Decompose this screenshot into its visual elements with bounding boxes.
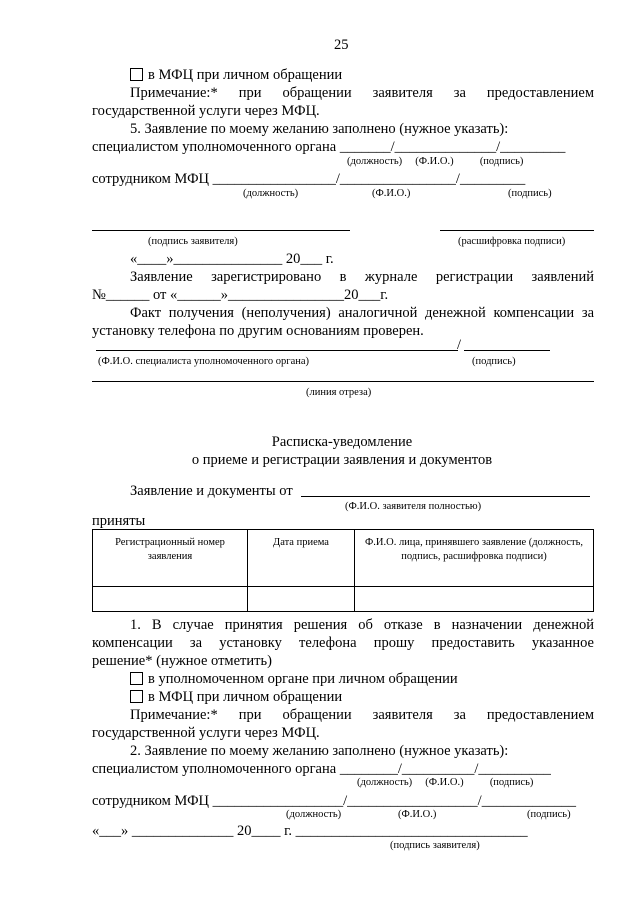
decoding-caption: (расшифровка подписи): [458, 236, 566, 247]
note-receipt-line1: Примечание:* при обращении заявителя за предоставлением: [130, 707, 594, 723]
specialist-name-caption: (Ф.И.О. специалиста уполномоченного органа): [98, 356, 310, 367]
table-row: [93, 587, 594, 612]
mfc-option-top: в МФЦ при личном обращении: [130, 66, 342, 84]
specialist-caption-top: (должность) (Ф.И.О.) (подпись): [347, 156, 524, 167]
note-top-line1: Примечание:* при обращении заявителя за предоставлением: [130, 85, 594, 101]
item1-line2: компенсации за установку телефона прошу предоставить указанное: [92, 635, 594, 651]
mfc-caption-position-receipt: (должность): [286, 809, 342, 820]
cell-reg-number[interactable]: [93, 587, 248, 612]
mfc-caption-name-top: (Ф.И.О.): [372, 188, 411, 199]
registered-line1: Заявление зарегистрировано в журнале регистрации заявлений: [130, 269, 594, 285]
specialist-sign-caption: (подпись): [472, 356, 516, 367]
fact-line1: Факт получения (неполучения) аналогичной денежной компенсации за: [130, 305, 594, 321]
specialist-name-line: [96, 350, 458, 351]
cell-date[interactable]: [248, 587, 355, 612]
item1-line3: решение* (нужное отметить): [92, 653, 272, 669]
decoding-line: [440, 230, 594, 231]
specialist-line-receipt: специалистом уполномоченного органа ________/__________/__________: [92, 761, 551, 777]
cut-line: [92, 381, 594, 382]
header-date: Дата приема: [248, 530, 355, 587]
note-top-line2: государственной услуги через МФЦ.: [92, 103, 320, 119]
mfc-caption-position-top: (должность): [243, 188, 299, 199]
docs-line: Заявление и документы от: [130, 483, 293, 499]
date-line-top: «____»_______________ 20___ г.: [130, 251, 334, 267]
mfc-employee-line-receipt: сотрудником МФЦ __________________/__________________/_____________: [92, 793, 576, 809]
specialist-caption-receipt: (должность) (Ф.И.О.) (подпись): [357, 777, 534, 788]
table-header-row: [93, 530, 594, 587]
receipt-subtitle: о приеме и регистрации заявления и документов: [191, 452, 493, 468]
mfc-employee-line-top: сотрудником МФЦ _________________/________________/_________: [92, 171, 526, 187]
checkbox[interactable]: [130, 68, 143, 81]
header-accepted-by: Ф.И.О. лица, принявшего заявление (должность, подпись, расшифровка подписи): [355, 530, 594, 587]
option-mfc: в МФЦ при личном обращении: [130, 688, 342, 706]
registered-line2: №______ от «______»________________20___г.: [92, 287, 389, 303]
accepted-label: приняты: [92, 513, 146, 529]
item1-line1: 1. В случае принятия решения об отказе в назначении денежной: [130, 617, 594, 633]
applicant-sign-caption-receipt: (подпись заявителя): [390, 840, 480, 851]
page-number: 25: [334, 37, 349, 53]
option-authority: в уполномоченном органе при личном обращении: [130, 670, 458, 688]
cut-line-caption: (линия отреза): [306, 387, 372, 398]
docs-caption: (Ф.И.О. заявителя полностью): [345, 501, 482, 512]
applicant-sign-caption-top: (подпись заявителя): [148, 236, 238, 247]
cell-accepted-by[interactable]: [355, 587, 594, 612]
applicant-signature-line: [92, 230, 350, 231]
specialist-line-top: специалистом уполномоченного органа _______/______________/_________: [92, 139, 566, 155]
item-5: 5. Заявление по моему желанию заполнено (нужное указать):: [130, 121, 509, 137]
applicant-name-line: [301, 496, 590, 497]
slash: /: [457, 337, 462, 353]
mfc-caption-sign-receipt: (подпись): [527, 809, 571, 820]
fact-line2: установку телефона по другим основаниям проверен.: [92, 323, 424, 339]
receipt-title: Расписка-уведомление: [271, 434, 413, 450]
registration-table: [92, 529, 594, 612]
note-receipt-line2: государственной услуги через МФЦ.: [92, 725, 320, 741]
date-line-receipt: «___» ______________ 20____ г. ________________________________: [92, 823, 528, 839]
specialist-sign-line: [464, 350, 550, 351]
mfc-caption-name-receipt: (Ф.И.О.): [398, 809, 437, 820]
header-reg-number: Регистрационный номер заявления: [93, 530, 248, 587]
checkbox[interactable]: [130, 690, 143, 703]
checkbox[interactable]: [130, 672, 143, 685]
item-2: 2. Заявление по моему желанию заполнено (нужное указать):: [130, 743, 509, 759]
mfc-caption-sign-top: (подпись): [508, 188, 552, 199]
